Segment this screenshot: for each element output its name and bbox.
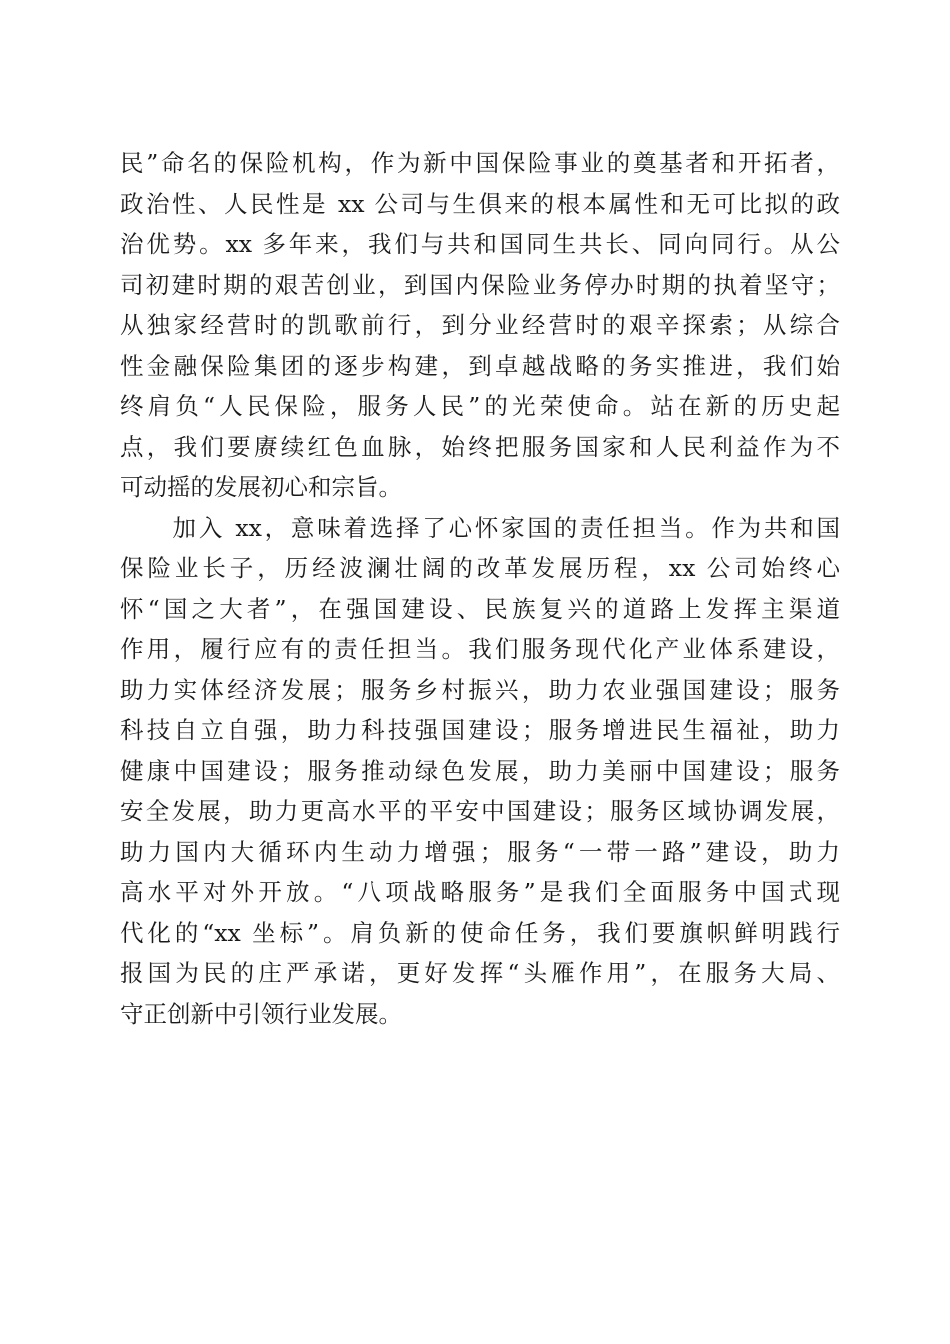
text-line: 助力国内大循环内生动力增强；服务“一带一路”建设，助力 <box>120 837 840 866</box>
text-line: 高水平对外开放。“八项战略服务”是我们全面服务中国式现 <box>120 878 840 906</box>
text-line: 科技自立自强，助力科技强国建设；服务增进民生福祉，助力 <box>120 716 840 744</box>
text-line: 加入 xx，意味着选择了心怀家国的责任担当。作为共和国 <box>120 513 840 542</box>
text-line: 怀“国之大者”，在强国建设、民族复兴的道路上发挥主渠道 <box>120 594 840 623</box>
text-line: 作用，履行应有的责任担当。我们服务现代化产业体系建设， <box>120 635 840 663</box>
text-line: 助力实体经济发展；服务乡村振兴，助力农业强国建设；服务 <box>120 675 840 704</box>
paragraph-2 <box>120 508 840 1035</box>
text-line: 代化的“xx 坐标”。肩负新的使命任务，我们要旗帜鲜明践行 <box>120 918 840 947</box>
text-line: 点，我们要赓续红色血脉，始终把服务国家和人民利益作为不 <box>120 432 840 461</box>
text-line: 健康中国建设；服务推动绿色发展，助力美丽中国建设；服务 <box>120 756 840 785</box>
text-line: 报国为民的庄严承诺，更好发挥“头雁作用”，在服务大局、 <box>120 959 840 987</box>
body-text <box>120 143 840 1034</box>
text-line: 司初建时期的艰苦创业，到国内保险业务停办时期的执着坚守； <box>120 270 840 299</box>
text-line: 可动摇的发展初心和宗旨。 <box>120 473 402 501</box>
paragraph-1 <box>120 143 840 508</box>
text-line: 保险业长子，历经波澜壮阔的改革发展历程，xx 公司始终心 <box>120 554 840 582</box>
text-line: 安全发展，助力更高水平的平安中国建设；服务区域协调发展， <box>120 797 840 825</box>
text-line: 性金融保险集团的逐步构建，到卓越战略的务实推进，我们始 <box>120 351 840 380</box>
text-line: 政治性、人民性是 xx 公司与生俱来的根本属性和无可比拟的政 <box>120 189 840 218</box>
text-line: 从独家经营时的凯歌前行，到分业经营时的艰辛探索；从综合 <box>120 311 840 339</box>
text-line: 终肩负“人民保险，服务人民”的光荣使命。站在新的历史起 <box>120 392 840 420</box>
text-line: 治优势。xx 多年来，我们与共和国同生共长、同向同行。从公 <box>120 230 840 258</box>
text-line: 民”命名的保险机构，作为新中国保险事业的奠基者和开拓者， <box>120 149 840 177</box>
text-line: 守正创新中引领行业发展。 <box>120 999 402 1028</box>
